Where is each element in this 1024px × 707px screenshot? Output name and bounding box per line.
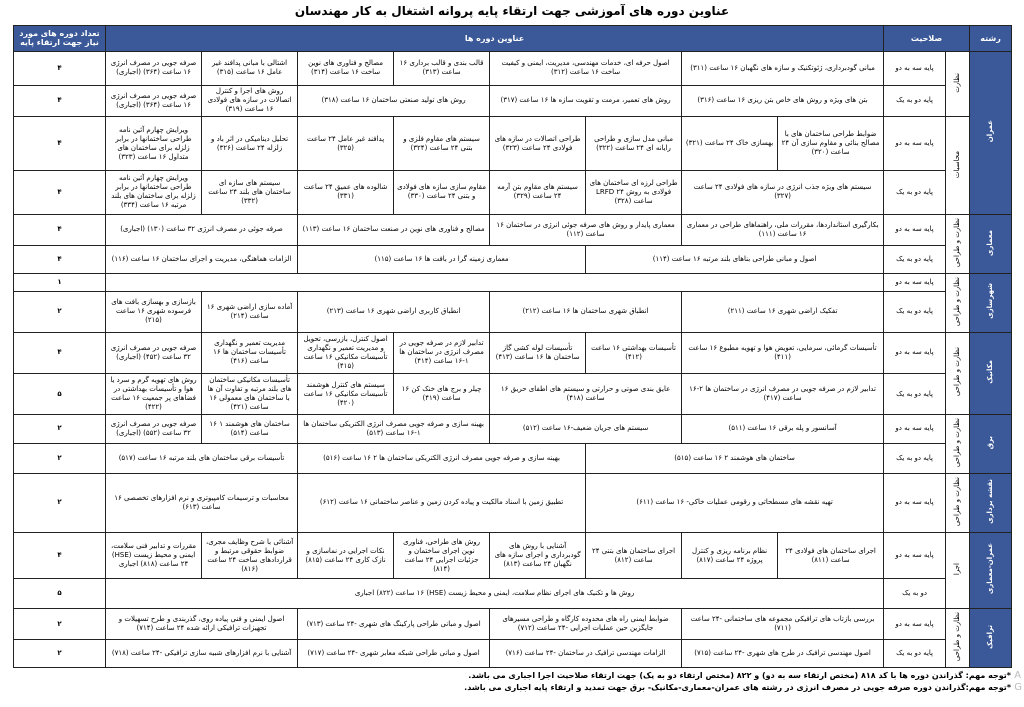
level-cell: پایه سه به دو xyxy=(884,474,946,533)
count-cell: ۵ xyxy=(14,579,106,609)
course-cell-empty xyxy=(106,273,884,291)
count-cell: ۲ xyxy=(14,443,106,474)
course-cell: روش های طراحی، فناوری نوین اجرای ساختمان و جزئیات اجرایی ۲۴ ساعت (۸۱۴) xyxy=(394,532,490,579)
course-cell: عایق بندی صوتی و حرارتی و سیستم های اطفای حریق ۱۶ ساعت (۴۱۸) xyxy=(490,373,682,414)
course-cell: محاسبات و ترسیمات کامپیوتری و نرم افزارهای تخصصی ۱۶ ساعت (۶۱۳) xyxy=(106,474,298,533)
field-label: نقشه برداری xyxy=(986,478,995,524)
level-cell: پایه سه به دو xyxy=(884,273,946,291)
competence-label: اجرا xyxy=(953,562,962,576)
course-cell: اصول کنترل، بازرسی، تحویل و مدیریت تعمیر و نگهداری تأسیسات مکانیکی ۱۶ ساعت (۴۱۵) xyxy=(298,332,394,373)
count-cell: ۴ xyxy=(14,215,106,245)
competence-cell xyxy=(946,51,970,117)
level-cell: پایه سه به دو xyxy=(884,609,946,640)
course-cell: قالب بندی و قالب برداری ۱۶ ساعت (۳۱۳) xyxy=(394,51,490,85)
course-cell: سیستم های مقاوم بتن آرمه ۲۴ ساعت (۳۲۹) xyxy=(490,170,586,215)
table-row xyxy=(14,85,1012,117)
level-cell: پایه دو به یک xyxy=(884,639,946,667)
table-row xyxy=(14,443,1012,474)
table-row xyxy=(14,373,1012,414)
course-cell: مقررات و تدابیر فنی سلامت، ایمنی و محیط زیست (HSE) ۲۴ ساعت (۸۱۸) اجباری xyxy=(106,532,202,579)
table-row xyxy=(14,170,1012,215)
course-cell: معماری پایدار و روش های صرفه جوئی انرژی در ساختمان ۱۶ ساعت (۱۱۲) xyxy=(490,215,682,245)
courses-table xyxy=(13,25,1012,668)
field-cell xyxy=(970,51,1012,215)
table-row xyxy=(14,609,1012,640)
field-label: شهرسازی xyxy=(986,283,995,320)
count-cell: ۴ xyxy=(14,532,106,579)
level-cell: پایه دو به یک xyxy=(884,245,946,273)
course-cell: ضوابط ایمنی راه های محدوده کارگاه و طراحی مسیرهای جایگزین حین عملیات اجرایی -۲۴ ساعت (۷۱۲) xyxy=(490,609,682,640)
course-cell: سیستم های جریان ضعیف-۱۶ ساعت (۵۱۲) xyxy=(490,415,682,443)
notes xyxy=(13,670,1011,694)
field-cell xyxy=(970,415,1012,474)
course-cell: مبانی مدل سازی و طراحی رایانه ای ۲۴ ساعت (۳۲۲) xyxy=(586,117,682,170)
course-cell: بازسازی و بهسازی بافت های فرسوده شهری ۱۶ ساعت (۲۱۵) xyxy=(106,291,202,332)
field-cell xyxy=(970,609,1012,668)
table-row xyxy=(14,51,1012,85)
course-cell: چیلر و برج های خنک کن ۱۶ ساعت (۴۱۹) xyxy=(394,373,490,414)
course-cell: بهسازی خاک ۲۴ ساعت (۳۲۱) xyxy=(682,117,778,170)
field-label: عمران xyxy=(986,120,995,143)
course-cell: اجرای ساختمان های بتنی ۲۴ ساعت (۸۱۲) xyxy=(586,532,682,579)
course-cell: سیستم های ویژه جذب انرژی در سازه های فولادی ۲۴ ساعت (۳۲۷) xyxy=(682,170,884,215)
header-count: تعداد دوره های مورد نیاز جهت ارتقاء پایه xyxy=(14,26,106,52)
competence-cell xyxy=(946,117,970,215)
course-cell: روش های تعمیر، مرمت و تقویت سازه ها ۱۶ ساعت (۳۱۷) xyxy=(490,85,682,117)
course-cell: صرفه جویی در مصرف انرژی ۱۶ ساعت (۳۶۴) (اجباری) xyxy=(106,51,202,85)
header-field: رشته xyxy=(970,26,1012,52)
field-cell xyxy=(970,215,1012,274)
course-cell: روش ها و تکنیک های اجرای نظام سلامت، ایمنی و محیط زیست (HSE) ۱۶ ساعت (۸۲۲) اجباری xyxy=(106,579,884,609)
table-row xyxy=(14,273,1012,291)
field-label: ترافیک xyxy=(986,624,995,649)
course-cell: بهینه سازی و صرفه جویی مصرف انرژی الکتریکی ساختمان ها ۲ ۱۶ ساعت (۵۱۶) xyxy=(298,443,586,474)
course-cell: تأسیسات گرمائی، سرمایی، تعویض هوا و تهویه مطبوع ۱۶ ساعت (۴۱۱) xyxy=(682,332,884,373)
table-row xyxy=(14,532,1012,579)
course-cell: طراحی اتصالات در سازه های فولادی ۲۴ ساعت (۳۲۳) xyxy=(490,117,586,170)
course-cell: سیستم های کنترل هوشمند تأسیسات مکانیکی ۱۶ ساعت (۴۲۰) xyxy=(298,373,394,414)
course-cell: روش های تهویه گرم و سرد یا هوا و تأسیسات بهداشتی در فضاهای پر جمعیت ۱۶ ساعت (۴۲۲) xyxy=(106,373,202,414)
course-cell: تهیه نقشه های مسطحاتی و رقومی عملیات خاکی- ۱۶ ساعت (۶۱۱) xyxy=(586,474,884,533)
course-cell: مصالح و فناوری های نوین در صنعت ساختمان ۱۶ ساعت (۱۱۳) xyxy=(298,215,490,245)
course-cell: معماری زمینه گرا در بافت ها ۱۶ ساعت (۱۱۵) xyxy=(298,245,586,273)
field-label: عمران-معماری xyxy=(986,543,995,595)
competence-cell xyxy=(946,273,970,332)
course-cell: مصالح و فناوری های نوین ساخت ۱۶ ساعت (۳۱۴) xyxy=(298,51,394,85)
course-cell: آشنایی با روش های گودبرداری و اجرای سازه های نگهبان ۲۴ ساعت (۸۱۳) xyxy=(490,532,586,579)
course-cell: صرفه جویی در مصرف انرژی ۳۲ ساعت (۴۵۲) (اجباری) xyxy=(106,332,202,373)
level-cell: پایه دو به یک xyxy=(884,373,946,414)
course-cell: بتن های ویژه و روش های خاص بتن ریزی ۱۶ ساعت (۳۱۶) xyxy=(682,85,884,117)
course-cell: سیستم های سازه ای ساختمان های بلند ۲۴ ساعت (۳۳۲) xyxy=(202,170,298,215)
course-cell: شالوده های عمیق ۲۴ ساعت (۳۳۱) xyxy=(298,170,394,215)
count-cell: ۴ xyxy=(14,170,106,215)
course-cell: بکارگیری استانداردها، مقررات ملی، راهنماهای طراحی در معماری ۱۶ ساعت (۱۱۱) xyxy=(682,215,884,245)
count-cell: ۴ xyxy=(14,117,106,170)
course-cell: آسانسور و پله برقی ۱۶ ساعت (۵۱۱) xyxy=(682,415,884,443)
level-cell: پایه دو به یک xyxy=(884,170,946,215)
course-cell: آشنایی با نرم افزارهای شبیه سازی ترافیکی -۲۴ ساعت (۷۱۸) xyxy=(106,639,298,667)
field-label: مکانیک xyxy=(986,360,995,384)
course-cell: طراحی لرزه ای ساختمان های فولادی به روش LRFD ۲۴ ساعت (۳۲۸) xyxy=(586,170,682,215)
competence-label: نظارت و طراحی xyxy=(953,217,962,268)
count-cell: ۴ xyxy=(14,245,106,273)
course-cell: اصول ایمنی و فنی پیاده روی، گذربندی و طرح تسهیلات و تجهیزات ترافیکی ارائه شده ۲۴ ساعت (۷۱۴) xyxy=(106,609,298,640)
course-cell: تأسیسات برقی ساختمان های بلند مرتبه ۱۶ ساعت (۵۱۷) xyxy=(106,443,298,474)
course-cell: آماده سازی اراضی شهری ۱۶ ساعت (۲۱۴) xyxy=(202,291,298,332)
course-cell: بررسی بازتاب های ترافیکی مجموعه های ساختمانی -۲۴ ساعت (۷۱۱) xyxy=(682,609,884,640)
table-row xyxy=(14,579,1012,609)
course-cell: تفکیک اراضی شهری ۱۶ ساعت (۲۱۱) xyxy=(682,291,884,332)
count-cell: ۱ xyxy=(14,273,106,291)
competence-cell xyxy=(946,215,970,274)
count-cell: ۲ xyxy=(14,609,106,640)
table-row xyxy=(14,245,1012,273)
competence-cell xyxy=(946,474,970,533)
course-cell: اشتالی با مبانی پدافند غیر عامل ۱۶ ساعت (۳۱۵) xyxy=(202,51,298,85)
course-cell: ضوابط طراحی ساختمان های با مصالح بنائی و مقاوم سازی آن ۲۴ ساعت (۳۲۰) xyxy=(778,117,884,170)
course-cell: اصول و مبانی طراحی پارکینگ های شهری -۲۴ ساعت (۷۱۳) xyxy=(298,609,490,640)
note-2: *توجه مهم:گذراندن دوره صرفه جویی در مصرف انرژی در رشته های عمران-معماری-مکانیک- برق جهت تمدید و ارتقاء پایه اجباری می باشد. xyxy=(464,683,1011,692)
course-cell: تحلیل دینامیکی در اثر باد و زلزله ۲۴ ساعت (۳۲۶) xyxy=(202,117,298,170)
level-cell: پایه سه به دو xyxy=(884,215,946,245)
course-cell: تطبیق زمین با اسناد مالکیت و پیاده کردن زمین و عناصر ساختمانی ۱۶ ساعت (۶۱۲) xyxy=(298,474,586,533)
course-cell: ویرایش چهارم آئین نامه طراحی ساختمانها در برابر زلزله برای ساختمان های بلند مرتبه ۱۶ ساعت (۳۳۴) xyxy=(106,170,202,215)
course-cell: الزامات مهندسی ترافیک در ساختمان -۲۴ ساعت (۷۱۶) xyxy=(490,639,682,667)
course-cell: صرفه جوئی در مصرف انرژی ۳۲ ساعت (۱۳۰) (اجباری) xyxy=(106,215,298,245)
level-cell: پایه دو به یک xyxy=(884,443,946,474)
table-row xyxy=(14,474,1012,533)
competence-label: نظارت xyxy=(953,72,962,93)
course-cell: ویرایش چهارم آئین نامه طراحی ساختمانها در برابر زلزله برای ساختمان های متداول ۱۶ ساعت (۳۲۳) xyxy=(106,117,202,170)
course-cell: نظام برنامه ریزی و کنترل پروژه ۲۴ ساعت (۸۱۷) xyxy=(682,532,778,579)
table-row xyxy=(14,291,1012,332)
course-cell: اجرای ساختمان های فولادی ۲۴ ساعت (۸۱۱) xyxy=(778,532,884,579)
note-1: *توجه مهم: گذراندن دوره ها با کد ۸۱۸ (مختص ارتقاء سه به دو) و ۸۲۲ (مختص ارتقاء دو به یک) جهت ارتقاء صلاحیت اجرا اجباری می باشد. xyxy=(468,671,1011,680)
course-cell: ساختمان های هوشمند ۱ ۱۶ ساعت (۵۱۴) xyxy=(202,415,298,443)
course-cell: تأسیسات مکانیکی ساختمان های بلند مرتبه و تفاوت آن ها با ساختمان های معمولی ۱۶ ساعت (۴۲۱) xyxy=(202,373,298,414)
competence-cell xyxy=(946,532,970,609)
field-label: معماری xyxy=(986,229,995,256)
course-cell: اصول مهندسی ترافیک در طرح های شهری -۲۴ ساعت (۷۱۵) xyxy=(682,639,884,667)
course-cell: تدابیر لازم در صرفه جویی در مصرف انرژی در ساختمان ها ۱-۱۶ ساعت (۴۱۴) xyxy=(394,332,490,373)
level-cell: پایه سه به دو xyxy=(884,51,946,85)
field-cell xyxy=(970,474,1012,533)
competence-label: نظارت و طراحی xyxy=(953,276,962,326)
course-cell: اصول و مبانی طراحی بناهای بلند مرتبه ۱۶ ساعت (۱۱۴) xyxy=(586,245,884,273)
table-row xyxy=(14,332,1012,373)
field-cell xyxy=(970,332,1012,415)
course-cell: پدافند غیر عامل ۲۴ ساعت (۳۲۵) xyxy=(298,117,394,170)
level-cell: پایه دو به یک xyxy=(884,291,946,332)
field-cell xyxy=(970,273,1012,332)
course-cell: مدیریت تعمیر و نگهداری تأسیسات ساختمان ها ۱۶ ساعت (۴۱۶) xyxy=(202,332,298,373)
count-cell: ۲ xyxy=(14,415,106,443)
competence-cell xyxy=(946,415,970,474)
page-title: عناوین دوره های آموزشی جهت ارتقاء پایه پروانه اشتغال به کار مهندسان xyxy=(294,4,730,18)
course-cell: روش های اجرا و کنترل اتصالات در سازه های فولادی ۱۶ ساعت (۳۱۹) xyxy=(202,85,298,117)
course-cell: تدابیر لازم در صرفه جویی در مصرف انرژی در ساختمان ها ۲-۱۶ ساعت (۴۱۷) xyxy=(682,373,884,414)
count-cell: ۴ xyxy=(14,85,106,117)
course-cell: روش های تولید صنعتی ساختمان ۱۶ ساعت (۳۱۸) xyxy=(298,85,490,117)
competence-label: نظارت و طراحی xyxy=(953,347,962,397)
course-cell: مقاوم سازی سازه های فولادی و بتنی ۲۴ ساعت (۳۳۰) xyxy=(394,170,490,215)
count-cell: ۲ xyxy=(14,474,106,533)
table-row xyxy=(14,117,1012,170)
header-competence: صلاحیت xyxy=(884,26,970,52)
level-cell: پایه سه به دو xyxy=(884,415,946,443)
course-cell: مبانی گودبرداری، ژئوتکنیک و سازه های نگهبان ۱۶ ساعت (۳۱۱) xyxy=(682,51,884,85)
level-cell: پایه سه به دو xyxy=(884,117,946,170)
course-cell: الزامات هماهنگی، مدیریت و اجرای ساختمان ۱۶ ساعت (۱۱۶) xyxy=(106,245,298,273)
count-cell: ۴ xyxy=(14,51,106,85)
course-cell: صرفه جویی در مصرف انرژی ۱۶ ساعت (۳۶۴) (اجباری) xyxy=(106,85,202,117)
competence-label: محاسبات xyxy=(953,150,962,178)
count-cell: ۲ xyxy=(14,291,106,332)
level-cell: دو به یک xyxy=(884,579,946,609)
course-cell: اصول حرفه ای، خدمات مهندسی، مدیریت، ایمنی و کیفیت ساخت ۱۶ ساعت (۳۱۲) xyxy=(490,51,682,85)
course-cell: انطباق کاربری اراضی شهری ۱۶ ساعت (۲۱۳) xyxy=(298,291,490,332)
course-cell: آشنائی با شرح وظایف مجری، ضوابط حقوقی مرتبط و قراردادهای ساخت ۲۴ ساعت (۸۱۶) xyxy=(202,532,298,579)
course-cell: انطباق شهری ساختمان ها ۱۶ ساعت (۲۱۲) xyxy=(490,291,682,332)
count-cell: ۴ xyxy=(14,332,106,373)
table-row xyxy=(14,415,1012,443)
course-cell: اصول و مبانی طراحی شبکه معابر شهری -۲۴ ساعت (۷۱۷) xyxy=(298,639,490,667)
header-courses: عناوین دوره ها xyxy=(106,26,884,52)
table-row xyxy=(14,215,1012,245)
competence-label: نظارت و طراحی xyxy=(953,612,962,662)
course-cell: سیستم های مقاوم فلزی و بتنی ۲۴ ساعت (۳۲۴) xyxy=(394,117,490,170)
level-cell: پایه سه به دو xyxy=(884,532,946,579)
competence-label: نظارت و طراحی xyxy=(953,418,962,468)
competence-label: نظارت و طراحی xyxy=(953,476,962,526)
field-label: برق xyxy=(986,436,995,450)
course-cell: بهینه سازی و صرفه جویی مصرف انرژی الکتریکی ساختمان ها ۱-۱۶ ساعت (۵۱۳) xyxy=(298,415,490,443)
level-cell: پایه سه به دو xyxy=(884,332,946,373)
course-cell: ساختمان های هوشمند ۲ ۱۶ ساعت (۵۱۵) xyxy=(586,443,884,474)
count-cell: ۲ xyxy=(14,639,106,667)
competence-cell xyxy=(946,609,970,668)
level-cell: پایه دو به یک xyxy=(884,85,946,117)
course-cell: تأسیسات بهداشتی ۱۶ ساعت (۴۱۲) xyxy=(586,332,682,373)
field-cell xyxy=(970,532,1012,609)
watermark: A G xyxy=(1014,670,1022,693)
competence-cell xyxy=(946,332,970,415)
count-cell: ۵ xyxy=(14,373,106,414)
course-cell: تأسیسات لوله کشی گاز ساختمان ها ۱۶ ساعت (۴۱۳) xyxy=(490,332,586,373)
table-row xyxy=(14,639,1012,667)
course-cell: صرفه جویی در مصرف انرژی ۳۲ ساعت (۵۵۲) (اجباری) xyxy=(106,415,202,443)
course-cell: نکات اجرایی در نماسازی و نازک کاری ۲۴ ساعت (۸۱۵) xyxy=(298,532,394,579)
